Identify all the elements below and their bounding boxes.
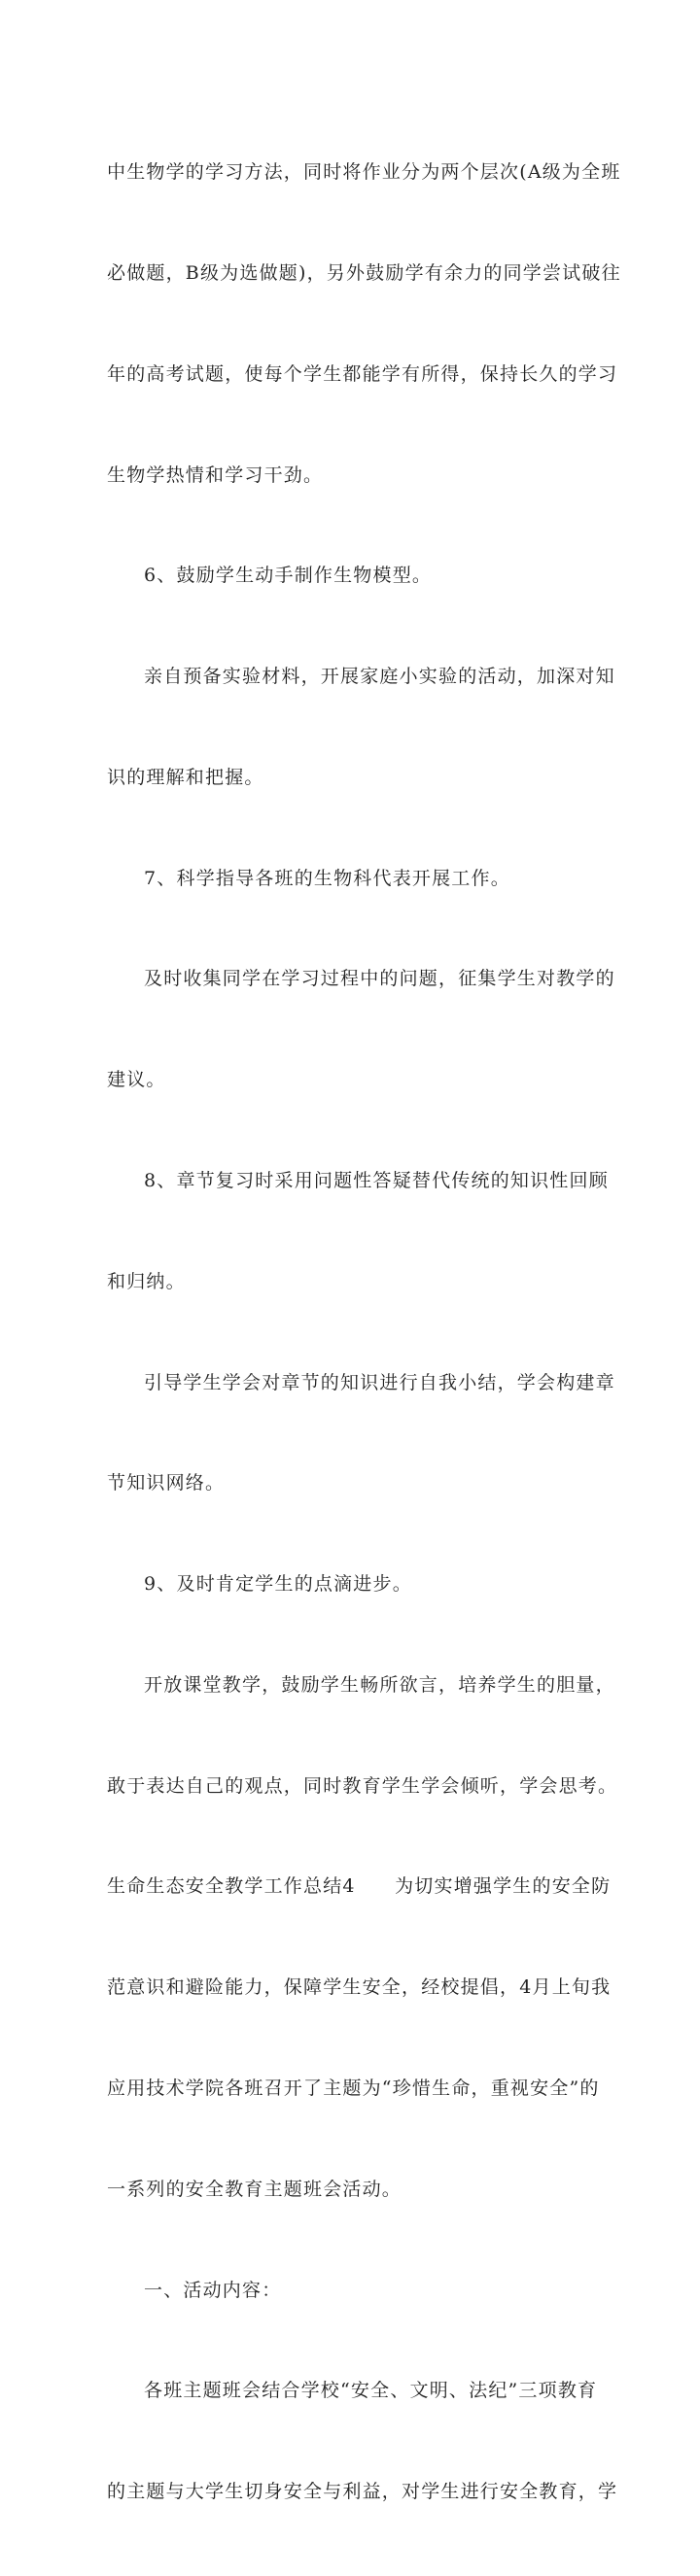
text-line: 一系列的安全教育主题班会活动。 xyxy=(107,2178,402,2200)
text-line: 必做题，B级为选做题)，另外鼓励学有余力的同学尝试破往 xyxy=(107,261,621,284)
text-line: 敢于表达自己的观点，同时教育学生学会倾听，学会思考。 xyxy=(107,1774,618,1797)
text-line: 引导学生学会对章节的知识进行自我小结，学会构建章 xyxy=(144,1371,615,1393)
text-line: 及时收集同学在学习过程中的问题，征集学生对教学的 xyxy=(144,968,615,990)
text-line: 亲自预备实验材料，开展家庭小实验的活动，加深对知 xyxy=(144,666,615,688)
text-line: 和归纳。 xyxy=(107,1270,186,1292)
text-line: 中生物学的学习方法，同时将作业分为两个层次(A级为全班 xyxy=(107,161,621,184)
document-page xyxy=(107,88,621,2576)
text-line: 生命生态安全教学工作总结4 为切实增强学生的安全防 xyxy=(107,1875,612,1898)
text-line: 的主题与大学生切身安全与利益，对学生进行安全教育，学 xyxy=(107,2481,618,2503)
text-line: 6、鼓励学生动手制作生物模型。 xyxy=(144,565,433,587)
text-line: 7、科学指导各班的生物科代表开展工作。 xyxy=(144,867,510,889)
document-body xyxy=(107,88,621,2576)
text-line: 9、及时肯定学生的点滴进步。 xyxy=(144,1573,412,1596)
text-line: 识的理解和把握。 xyxy=(107,766,264,788)
text-line: 生物学热情和学习干劲。 xyxy=(107,464,324,486)
text-line: 年的高考试题，使每个学生都能学有所得，保持长久的学习 xyxy=(107,362,618,385)
text-line: 范意识和避险能力，保障学生安全，经校提倡，4月上旬我 xyxy=(107,1976,612,1999)
text-line: 开放课堂教学，鼓励学生畅所欲言，培养学生的胆量， xyxy=(144,1673,615,1696)
text-line: 建议。 xyxy=(107,1069,166,1091)
text-line: 各班主题班会结合学校“安全、文明、法纪”三项教育 xyxy=(144,2380,598,2402)
text-line: 应用技术学院各班召开了主题为“珍惜生命，重视安全”的 xyxy=(107,2078,600,2100)
text-line: 节知识网络。 xyxy=(107,1472,226,1494)
text-line: 一、活动内容： xyxy=(144,2279,282,2301)
text-line: 8、章节复习时采用问题性答疑替代传统的知识性回顾 xyxy=(144,1170,609,1191)
